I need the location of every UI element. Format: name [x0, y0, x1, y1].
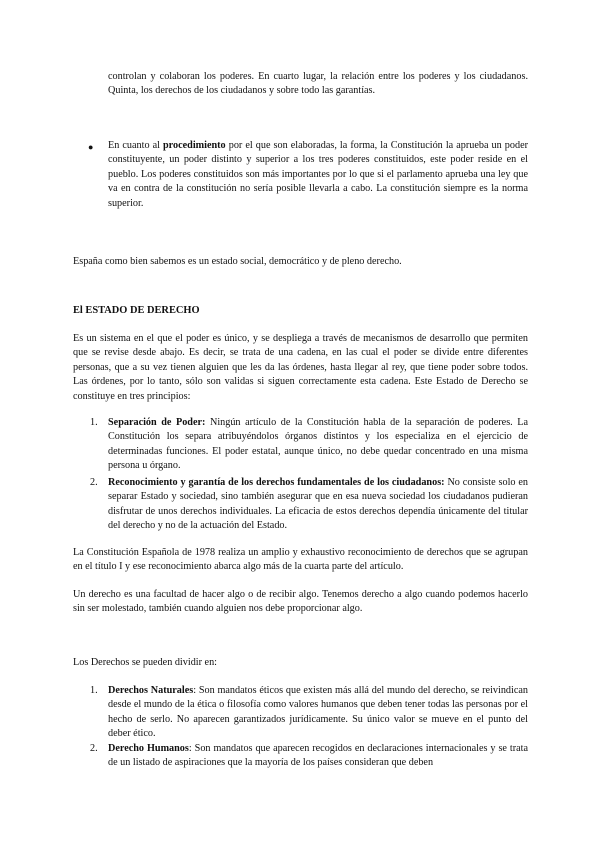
- constitution-paragraph: La Constitución Española de 1978 realiza un amplio y exhaustivo reconocimiento de derechos que se agrupan en el título I y ese reconocimiento abarca algo más de la cuarta parte del artículo.: [73, 547, 528, 573]
- procedure-prefix: En cuanto al: [108, 140, 164, 151]
- principle-number: 1.: [90, 417, 98, 428]
- principle-title: Separación de Poder:: [108, 417, 206, 428]
- division-intro: Los Derechos se pueden dividir en:: [73, 657, 217, 668]
- right-item: [108, 684, 528, 742]
- right-text: : Son mandatos éticos que existen más allá del mundo del derecho, se reivindican desde el mundo de la ética o filosofía como valores humanos que deben tener todas las personas por el hecho de serlo. No aparecen garantizados jurídicamente. Su único valor se mueve en el punto del deber ético.: [108, 685, 528, 740]
- procedure-text: por el que son elaboradas, la forma, la Constitución la aprueba un poder constituyente, un poder distinto y superior a los tres poderes constituidos, este poder reside en el pueblo. Los poderes constituidos son más importantes por lo que si el parlamento aprueba una ley que va en contra de la constitución no sería posible llevarla a cabo. La constitución siempre es la norma superior.: [108, 140, 528, 209]
- right-item: [108, 742, 528, 771]
- principle-text: No consiste solo en separar Estado y sociedad, sino también asegurar que en esa nueva sociedad los ciudadanos pudieran disfrutar de unos derechos individuales. La eficacia de estos derechos dependía únicamente del titular del derecho y no de la actuación del Estado.: [108, 477, 528, 532]
- right-text: : Son mandatos que aparecen recogidos en declaraciones internacionales y se trata de un listado de aspiraciones que la mayoría de los países consideran que deben: [108, 743, 528, 769]
- principle-title: Reconocimiento y garantía de los derechos fundamentales de los ciudadanos:: [108, 477, 445, 488]
- spain-paragraph: España como bien sabemos es un estado social, democrático y de pleno derecho.: [73, 256, 402, 267]
- principle-item: [108, 416, 528, 474]
- procedure-bullet-paragraph: [108, 139, 528, 211]
- principle-text: Ningún artículo de la Constitución habla de la separación de poderes. La Constitución los separa atribuyéndolos órganos distintos y los especializa en el ejercicio de determinadas funciones. El poder estatal, aunque único, no debe quedar concentrado en una misma persona u órgano.: [108, 417, 529, 472]
- right-number: 2.: [90, 743, 98, 754]
- intro-paragraph: Es un sistema en el que el poder es único, y se despliega a través de mecanismos de desarrollo que permiten que se revise desde abajo. Es decir, se trata de una cadena, en las cual el poder se divide entre diferentes personas, que a su vez tienen alguien que les da las órdenes, hasta llegar al rey, que tiene poder sobre todos. Las órdenes, por lo tanto, sólo son validas si siguen correctamente esta cadena. Este Estado de Derecho se constituye en tres principios:: [73, 333, 528, 402]
- procedure-term: procedimiento: [163, 140, 226, 151]
- right-title: Derechos Naturales: [108, 685, 194, 696]
- principle-number: 2.: [90, 477, 98, 488]
- right-definition-paragraph: Un derecho es una facultad de hacer algo o de recibir algo. Tenemos derecho a algo cuando podemos hacerlo sin ser molestado, también cuando alguien nos debe proporcionar algo.: [73, 589, 528, 615]
- right-number: 1.: [90, 685, 98, 696]
- right-title: Derecho Humanos: [108, 743, 189, 754]
- continuation-paragraph: controlan y colaboran los poderes. En cuarto lugar, la relación entre los poderes y los ciudadanos. Quinta, los derechos de los ciudadanos y sobre todo las garantías.: [108, 71, 528, 97]
- principle-item: [108, 476, 528, 534]
- bullet-icon: ●: [88, 142, 94, 152]
- section-heading: El ESTADO DE DERECHO: [73, 305, 200, 316]
